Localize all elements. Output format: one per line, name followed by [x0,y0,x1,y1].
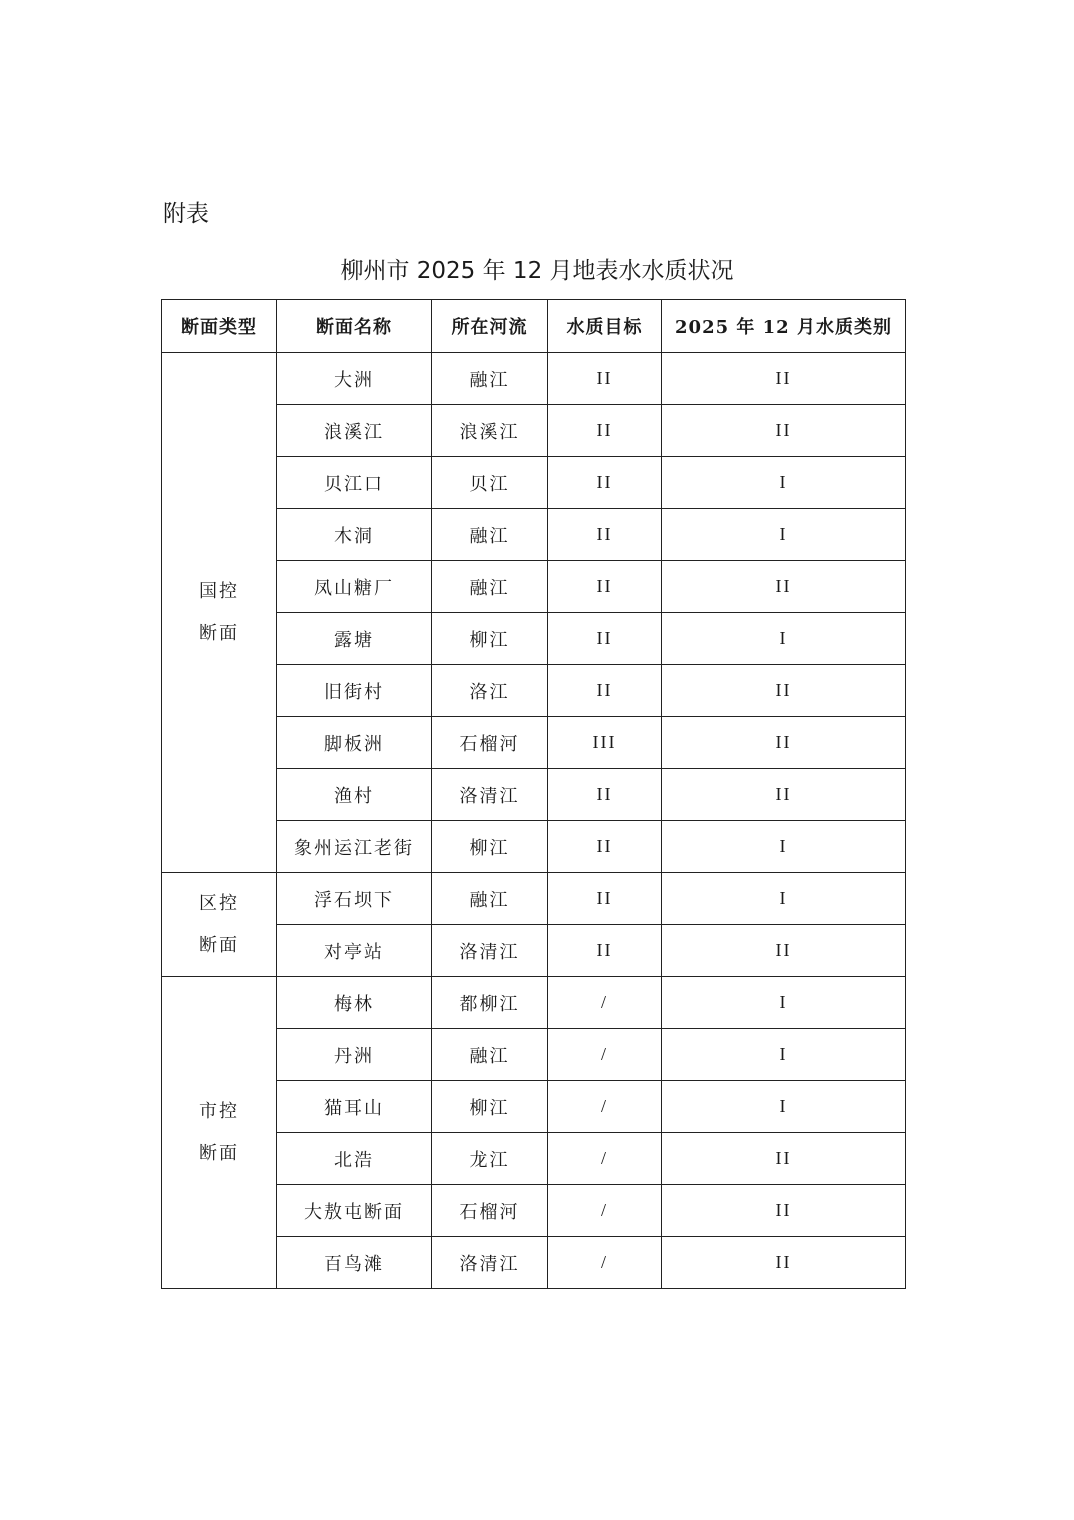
quality-category-cell: II [662,1133,906,1185]
quality-target-cell: II [548,873,662,925]
quality-category-cell: I [662,1029,906,1081]
quality-category-cell: II [662,353,906,405]
quality-target-cell: II [548,353,662,405]
section-type-line1: 区控 [199,892,239,914]
section-name-cell: 浪溪江 [277,405,432,457]
header-quality-target: 水质目标 [548,300,662,353]
section-name-cell: 浮石坝下 [277,873,432,925]
quality-category-cell: II [662,665,906,717]
river-cell: 石榴河 [432,717,548,769]
table-body [162,353,906,1289]
river-cell: 融江 [432,509,548,561]
section-name-cell: 脚板洲 [277,717,432,769]
quality-target-cell: II [548,925,662,977]
quality-target-cell: II [548,613,662,665]
section-name-cell: 露塘 [277,613,432,665]
quality-category-cell: II [662,717,906,769]
section-name-cell: 旧街村 [277,665,432,717]
section-name-cell: 大敖屯断面 [277,1185,432,1237]
quality-target-cell: / [548,1081,662,1133]
water-quality-table [161,299,906,1289]
quality-target-cell: / [548,1029,662,1081]
document-title: 柳州市 2025 年 12 月地表水水质状况 [340,258,734,284]
quality-category-cell: I [662,613,906,665]
header-row [162,300,906,353]
table-row [162,977,906,1029]
quality-target-cell: II [548,821,662,873]
quality-target-cell: II [548,561,662,613]
section-name-cell: 凤山糖厂 [277,561,432,613]
river-cell: 融江 [432,561,548,613]
table-row [162,353,906,405]
quality-category-cell: I [662,821,906,873]
header-section-name: 断面名称 [277,300,432,353]
quality-target-cell: II [548,509,662,561]
section-name-cell: 木洞 [277,509,432,561]
river-cell: 洛清江 [432,769,548,821]
river-cell: 洛清江 [432,1237,548,1289]
river-cell: 融江 [432,353,548,405]
quality-category-cell: I [662,977,906,1029]
quality-category-cell: II [662,925,906,977]
quality-category-cell: I [662,509,906,561]
quality-target-cell: II [548,405,662,457]
section-name-cell: 猫耳山 [277,1081,432,1133]
header-quality-category: 2025 年 12 月水质类别 [662,300,906,353]
table-row [162,873,906,925]
river-cell: 洛江 [432,665,548,717]
quality-target-cell: / [548,1133,662,1185]
quality-target-cell: / [548,1237,662,1289]
quality-target-cell: / [548,977,662,1029]
quality-category-cell: II [662,769,906,821]
quality-target-cell: II [548,769,662,821]
section-type-line2: 断面 [199,934,239,956]
section-type-line2: 断面 [199,1142,239,1164]
quality-category-cell: I [662,457,906,509]
section-name-cell: 贝江口 [277,457,432,509]
river-cell: 龙江 [432,1133,548,1185]
river-cell: 融江 [432,873,548,925]
quality-category-cell: II [662,1237,906,1289]
quality-category-cell: II [662,1185,906,1237]
section-type-cell [162,353,277,873]
section-name-cell: 百鸟滩 [277,1237,432,1289]
river-cell: 贝江 [432,457,548,509]
section-name-cell: 渔村 [277,769,432,821]
river-cell: 柳江 [432,613,548,665]
river-cell: 柳江 [432,821,548,873]
river-cell: 洛清江 [432,925,548,977]
river-cell: 融江 [432,1029,548,1081]
river-cell: 石榴河 [432,1185,548,1237]
section-name-cell: 丹洲 [277,1029,432,1081]
quality-target-cell: / [548,1185,662,1237]
section-type-line1: 市控 [199,1100,239,1122]
section-type-line2: 断面 [199,622,239,644]
quality-target-cell: II [548,665,662,717]
quality-target-cell: III [548,717,662,769]
section-name-cell: 象州运江老街 [277,821,432,873]
section-name-cell: 北浩 [277,1133,432,1185]
quality-category-cell: II [662,561,906,613]
section-name-cell: 梅林 [277,977,432,1029]
quality-target-cell: II [548,457,662,509]
quality-category-cell: II [662,405,906,457]
section-name-cell: 大洲 [277,353,432,405]
river-cell: 都柳江 [432,977,548,1029]
quality-category-cell: I [662,873,906,925]
river-cell: 浪溪江 [432,405,548,457]
section-type-line1: 国控 [199,580,239,602]
section-type-cell [162,977,277,1289]
header-river: 所在河流 [432,300,548,353]
quality-category-cell: I [662,1081,906,1133]
section-name-cell: 对亭站 [277,925,432,977]
appendix-label: 附表 [163,201,209,227]
header-section-type: 断面类型 [162,300,277,353]
section-type-cell [162,873,277,977]
river-cell: 柳江 [432,1081,548,1133]
